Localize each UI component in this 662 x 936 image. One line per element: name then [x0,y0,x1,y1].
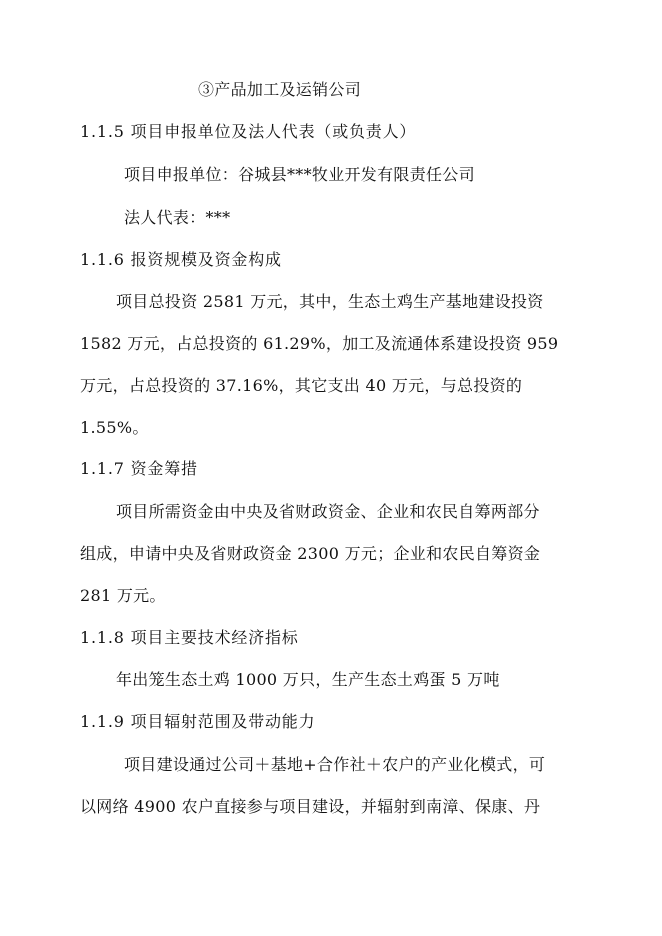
paragraph-line: 281 万元。 [80,586,166,605]
paragraph-line: 万元，占总投资的 37.16%，其它支出 40 万元，与总投资的 [80,376,523,395]
section-heading-1-1-5: 1.1.5 项目申报单位及法人代表（或负责人） [80,122,417,141]
legal-representative-line: 法人代表：*** [124,208,231,227]
section-heading-1-1-6: 1.1.6 报资规模及资金构成 [80,250,282,269]
sub-item-title: ③产品加工及运销公司 [198,80,362,99]
paragraph-line: 年出笼生态土鸡 1000 万只，生产生态土鸡蛋 5 万吨 [116,670,500,689]
paragraph-line: 1582 万元，占总投资的 61.29%，加工及流通体系建设投资 959 [80,334,559,353]
paragraph-line: 项目建设通过公司＋基地+合作社＋农户的产业化模式，可 [124,755,546,774]
applicant-unit-line: 项目申报单位：谷城县***牧业开发有限责任公司 [124,165,475,184]
paragraph-line: 项目所需资金由中央及省财政资金、企业和农民自筹两部分 [116,502,540,521]
paragraph-line: 组成，申请中央及省财政资金 2300 万元；企业和农民自筹资金 [80,544,541,563]
paragraph-line: 1.55%。 [80,418,149,437]
paragraph-line: 以网络 4900 农户直接参与项目建设，并辐射到南漳、保康、丹 [80,797,541,816]
section-heading-1-1-9: 1.1.9 项目辐射范围及带动能力 [80,712,316,731]
section-heading-1-1-7: 1.1.7 资金筹措 [80,459,198,478]
paragraph-line: 项目总投资 2581 万元，其中，生态土鸡生产基地建设投资 [116,292,544,311]
section-heading-1-1-8: 1.1.8 项目主要技术经济指标 [80,628,299,647]
